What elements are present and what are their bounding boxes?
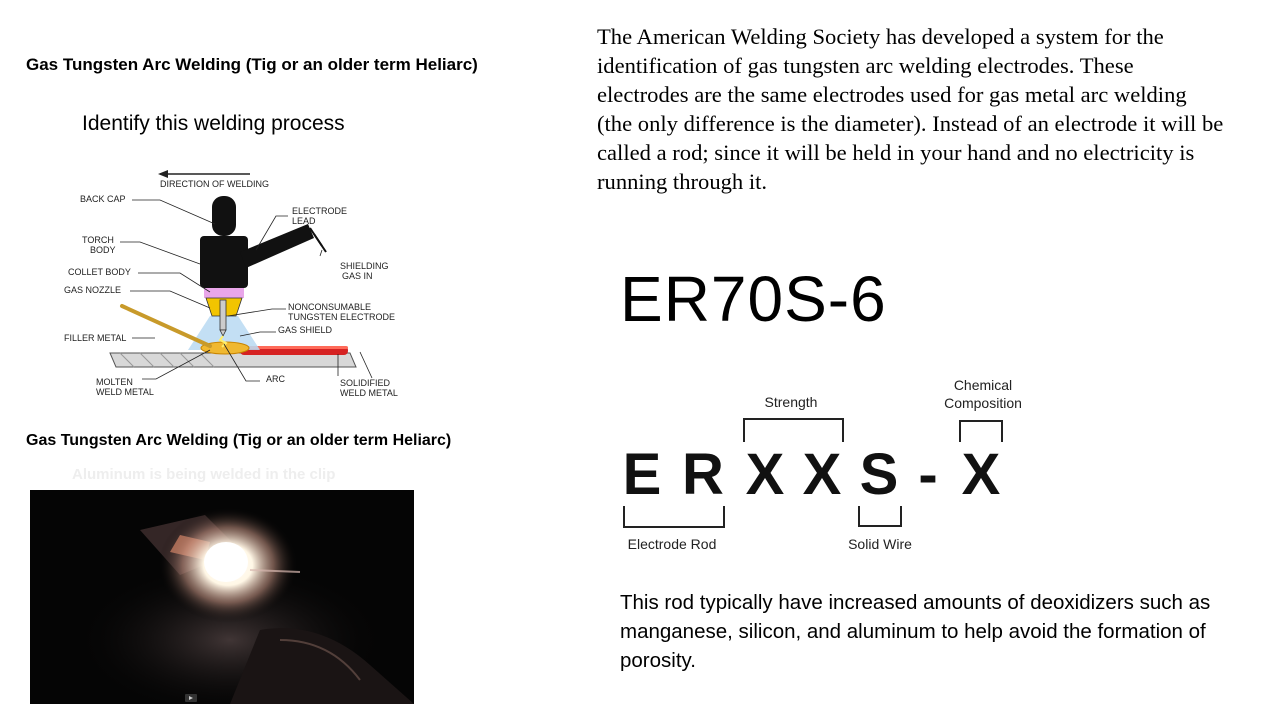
label-shielding-gas-2: GAS IN [342, 271, 373, 281]
label-strength: Strength [764, 394, 818, 410]
label-solidified-1: SOLIDIFIED [340, 378, 391, 388]
label-chemical-1: Chemical [953, 377, 1013, 393]
label-back-cap: BACK CAP [80, 194, 126, 204]
electrode-code: ER70S-6 [620, 263, 887, 335]
label-shielding-gas-1: SHIELDING [340, 261, 389, 271]
code-letter-s: S [859, 442, 899, 507]
label-collet-body: COLLET BODY [68, 267, 131, 277]
chemical-bracket [960, 421, 1002, 442]
collet-body [204, 288, 244, 298]
label-gas-nozzle: GAS NOZZLE [64, 285, 122, 295]
label-filler-metal: FILLER METAL [64, 333, 127, 343]
torch-back-cap [212, 196, 236, 236]
code-letter-r: R [682, 442, 724, 507]
label-solidified-2: WELD METAL [340, 388, 398, 398]
electrode-rod-bracket [624, 506, 724, 527]
video-frame [30, 490, 414, 704]
gtaw-diagram [60, 166, 420, 402]
tungsten-electrode [220, 300, 226, 330]
identify-prompt: Identify this welding process [82, 112, 345, 135]
aws-paragraph: The American Welding Society has developed a system for the identification of gas tungsten arc welding electrodes. These electrodes are the same electrodes used for gas metal arc welding (the only difference is the diameter). Instead of an electrode it will be called a rod; since it will be held in your hand and no electricity is running through it. [597, 24, 1224, 194]
solid-wire-bracket [859, 506, 901, 526]
label-electrode-lead-1: ELECTRODE [292, 206, 348, 216]
label-electrode-lead-2: LEAD [292, 216, 316, 226]
arc-core [204, 542, 248, 582]
label-arc: ARC [266, 374, 286, 384]
label-molten-1: MOLTEN [96, 377, 133, 387]
label-direction: DIRECTION OF WELDING [160, 179, 270, 189]
label-torch-body-2: BODY [90, 245, 116, 255]
code-dash: - [918, 442, 938, 507]
code-breakdown-diagram [610, 370, 1050, 560]
rod-paragraph: This rod typically have increased amounts of deoxidizers such as manganese, silicon, and aluminum to help avoid the formation of porosity. [620, 591, 1211, 672]
strength-bracket [744, 419, 843, 442]
code-letter-e: E [622, 442, 662, 507]
label-molten-2: WELD METAL [96, 387, 154, 397]
slide-title-middle: Gas Tungsten Arc Welding (Tig or an older term Heliarc) [26, 432, 452, 449]
code-letter-x3: X [961, 442, 1001, 507]
label-nonconsumable-1: NONCONSUMABLE [288, 302, 372, 312]
electrode-lead-cable [240, 224, 314, 268]
label-gas-shield: GAS SHIELD [278, 325, 333, 335]
label-solid-wire: Solid Wire [848, 536, 912, 552]
torch-body [200, 236, 248, 288]
label-torch-body-1: TORCH [82, 235, 114, 245]
welding-video-clip[interactable] [30, 490, 414, 704]
label-nonconsumable-2: TUNGSTEN ELECTRODE [288, 312, 396, 322]
label-chemical-2: Composition [944, 395, 1022, 411]
code-letter-x1: X [745, 442, 785, 507]
filler-rod [122, 306, 210, 346]
code-letter-x2: X [802, 442, 842, 507]
direction-arrow-head [158, 170, 168, 178]
slide-title-top: Gas Tungsten Arc Welding (Tig or an older term Heliarc) [26, 55, 478, 74]
label-electrode-rod: Electrode Rod [627, 536, 717, 552]
clip-caption: Aluminum is being welded in the clip [72, 466, 336, 483]
